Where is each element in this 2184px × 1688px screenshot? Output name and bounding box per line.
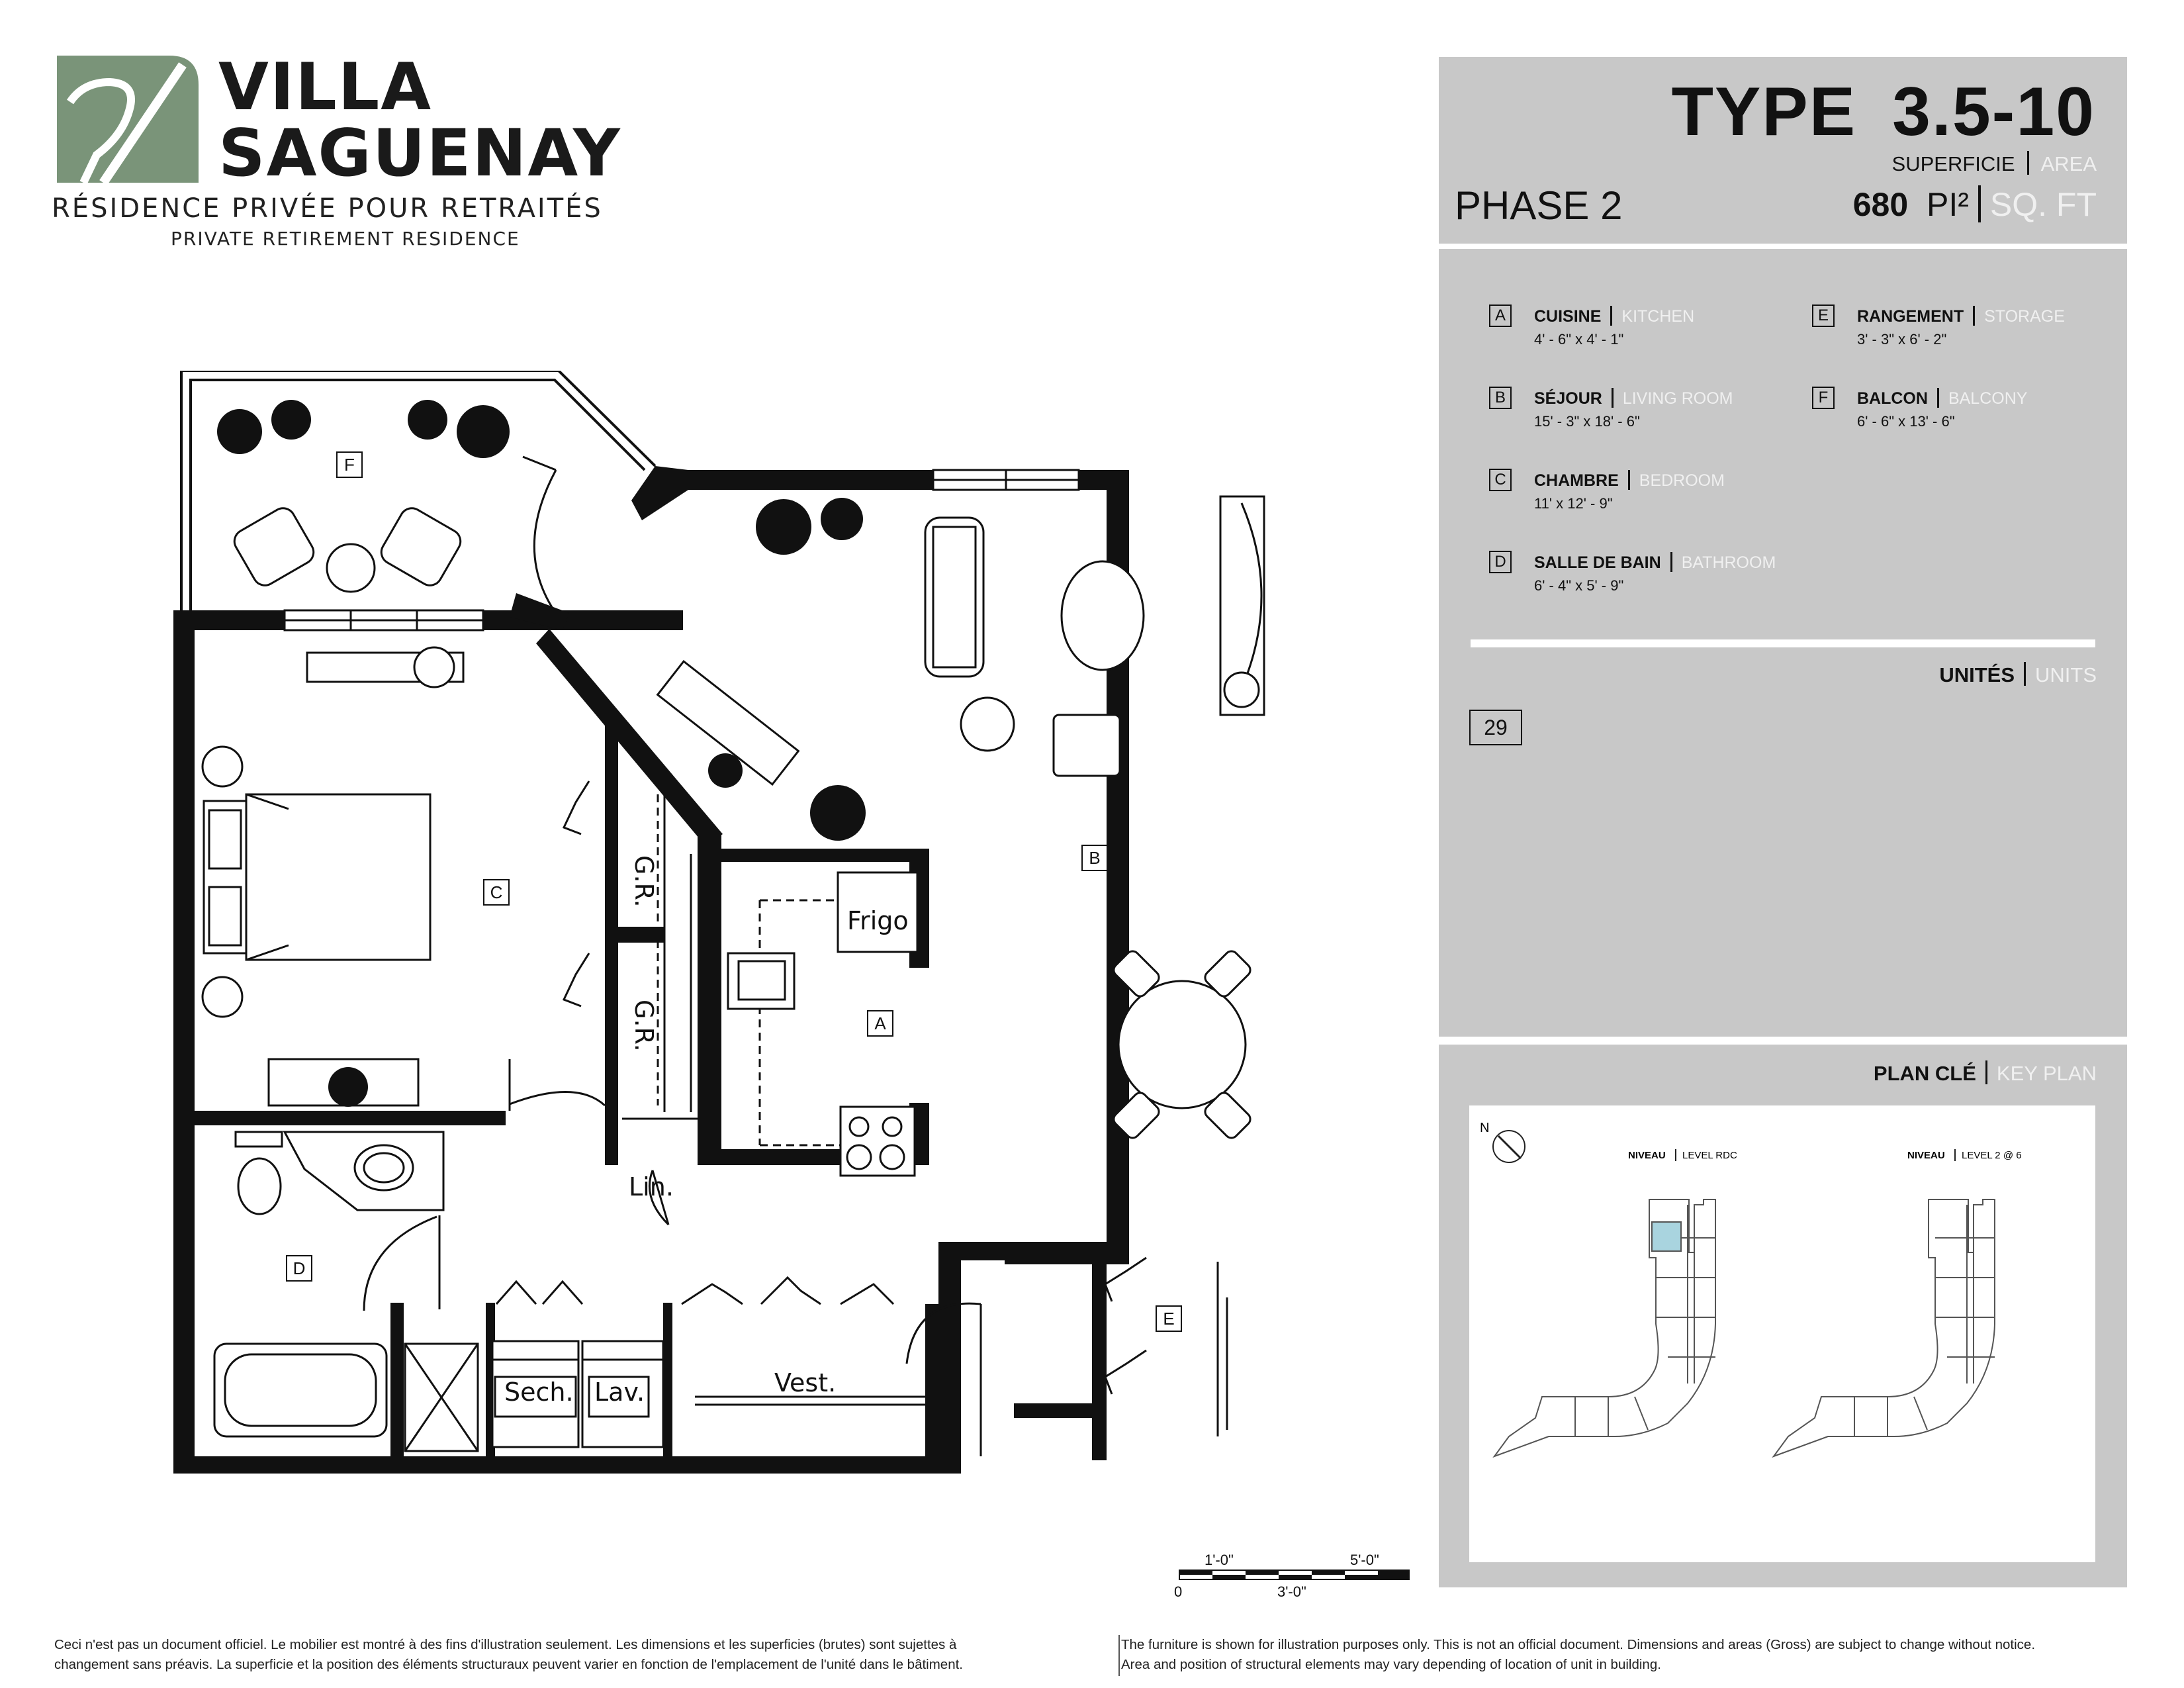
- washer-label: Lav.: [594, 1378, 645, 1407]
- key-plan-panel: [1439, 1045, 2127, 1587]
- separator: [2027, 151, 2029, 175]
- living-furniture: [925, 496, 1264, 1141]
- room-name: SALLE DE BAIN BATHROOM: [1534, 553, 1776, 572]
- units-label: UNITÉS UNITS: [1939, 663, 2097, 686]
- disclaimer-fr-line1: Ceci n'est pas un document officiel. Le mobilier est montré à des fins d'illustration seulement. Les dimensions et les superficies (brutes) sont sujettes à: [54, 1637, 957, 1652]
- plan-room-tag-a: A: [867, 1010, 893, 1037]
- closet-label-2: G.R.: [629, 1000, 659, 1052]
- vestibule-label: Vest.: [774, 1368, 837, 1397]
- fridge-label: Frigo: [847, 906, 909, 935]
- north-label: N: [1480, 1121, 1490, 1135]
- floor-plan-drawing: [165, 371, 1304, 1489]
- area-unit-en: SQ. FT: [1989, 186, 2097, 223]
- disclaimer-english: [1121, 1635, 2035, 1675]
- unit-number: 29: [1469, 710, 1522, 745]
- room-letter: D: [1489, 551, 1512, 573]
- building-outline-rdc: [1494, 1199, 1715, 1456]
- key-plan-label: PLAN CLÉ KEY PLAN: [1873, 1062, 2097, 1085]
- room-letter: C: [1489, 469, 1512, 491]
- disclaimer-fr-line2: changement sans préavis. La superficie et la position des éléments structuraux peuvent varier en fonction de l'emplacement de l'unité dans le bâtiment.: [54, 1657, 963, 1672]
- type-code: 3.5-10: [1892, 73, 2095, 150]
- room-letter: A: [1489, 305, 1512, 327]
- plan-room-tag-d: D: [286, 1255, 312, 1282]
- room-dimensions: 4' - 6" x 4' - 1": [1534, 331, 1624, 348]
- area-value: [1853, 185, 2097, 224]
- scale-label-0: 0: [1174, 1583, 1183, 1600]
- type-label: TYPE: [1671, 73, 1857, 150]
- plan-room-tag-c: C: [483, 879, 510, 906]
- level2-en: LEVEL 2 @ 6: [1962, 1150, 2022, 1161]
- building-outline-level2: [1774, 1199, 1995, 1456]
- disclaimer-french: [54, 1635, 963, 1675]
- north-arrow-icon: [1493, 1131, 1525, 1162]
- level1-en: LEVEL RDC: [1682, 1150, 1737, 1161]
- type-panel: [1439, 57, 2127, 244]
- scale-label-1ft: 1'-0": [1205, 1552, 1234, 1568]
- tagline-french: RÉSIDENCE PRIVÉE POUR RETRAITÉS: [52, 193, 603, 224]
- scale-label-5ft: 5'-0": [1350, 1552, 1379, 1568]
- disclaimer-en-line2: Area and position of structural elements may vary depending of location of unit in building.: [1121, 1657, 1661, 1672]
- level2-fr: NIVEAU: [1907, 1150, 1945, 1161]
- area-label-en: AREA: [2040, 152, 2097, 175]
- dryer-label: Sech.: [504, 1378, 574, 1407]
- room-name: CUISINE KITCHEN: [1534, 307, 1695, 326]
- room-name: BALCON BALCONY: [1857, 389, 2028, 408]
- balcony-furniture: [230, 504, 465, 592]
- highlighted-unit: [1652, 1222, 1681, 1251]
- key-plan-drawing: [1469, 1105, 2095, 1562]
- brand-name-line1: VILLA: [218, 50, 433, 125]
- separator: [1978, 185, 1981, 222]
- room-name: RANGEMENT STORAGE: [1857, 307, 2065, 326]
- room-dimensions: 6' - 4" x 5' - 9": [1534, 577, 1624, 594]
- plan-room-tag-e: E: [1156, 1305, 1182, 1332]
- closet-label-1: G.R.: [629, 855, 659, 908]
- room-dimensions: 6' - 6" x 13' - 6": [1857, 413, 1955, 430]
- scale-label-3ft: 3'-0": [1277, 1583, 1306, 1600]
- unit-type-title: [1671, 73, 2095, 152]
- room-letter: E: [1812, 305, 1835, 327]
- bathroom-fixtures: [214, 1132, 478, 1451]
- logo-icon: [57, 56, 199, 183]
- linen-label: Lin.: [629, 1172, 674, 1201]
- area-label-fr: SUPERFICIE: [1891, 152, 2015, 175]
- floor-plan: [165, 371, 1304, 1489]
- room-letter: B: [1489, 387, 1512, 409]
- level1-fr: NIVEAU: [1628, 1150, 1666, 1161]
- brand-name-line2: SAGUENAY: [218, 116, 621, 191]
- rooms-panel: [1439, 249, 2127, 1037]
- footer-divider: [1118, 1635, 1120, 1676]
- room-dimensions: 11' x 12' - 9": [1534, 495, 1613, 512]
- plan-room-tag-b: B: [1081, 845, 1108, 871]
- room-dimensions: 3' - 3" x 6' - 2": [1857, 331, 1947, 348]
- room-dimensions: 15' - 3" x 18' - 6": [1534, 413, 1640, 430]
- room-name: SÉJOUR LIVING ROOM: [1534, 389, 1733, 408]
- scale-bar: [1171, 1549, 1410, 1609]
- key-plan-area: [1469, 1105, 2095, 1562]
- disclaimer-en-line1: The furniture is shown for illustration purposes only. This is not an official document. Dimensions and areas (Gross) are subject to change without notice.: [1121, 1637, 2036, 1652]
- area-number: 680: [1852, 186, 1909, 223]
- phase-label: PHASE 2: [1455, 183, 1623, 228]
- room-name: CHAMBRE BEDROOM: [1534, 471, 1725, 490]
- plan-room-tag-f: F: [336, 451, 363, 478]
- area-unit-fr: PI²: [1926, 186, 1969, 223]
- divider: [1471, 639, 2095, 647]
- room-letter: F: [1812, 387, 1835, 409]
- area-label: [1892, 151, 2097, 176]
- tagline-english: PRIVATE RETIREMENT RESIDENCE: [171, 228, 520, 250]
